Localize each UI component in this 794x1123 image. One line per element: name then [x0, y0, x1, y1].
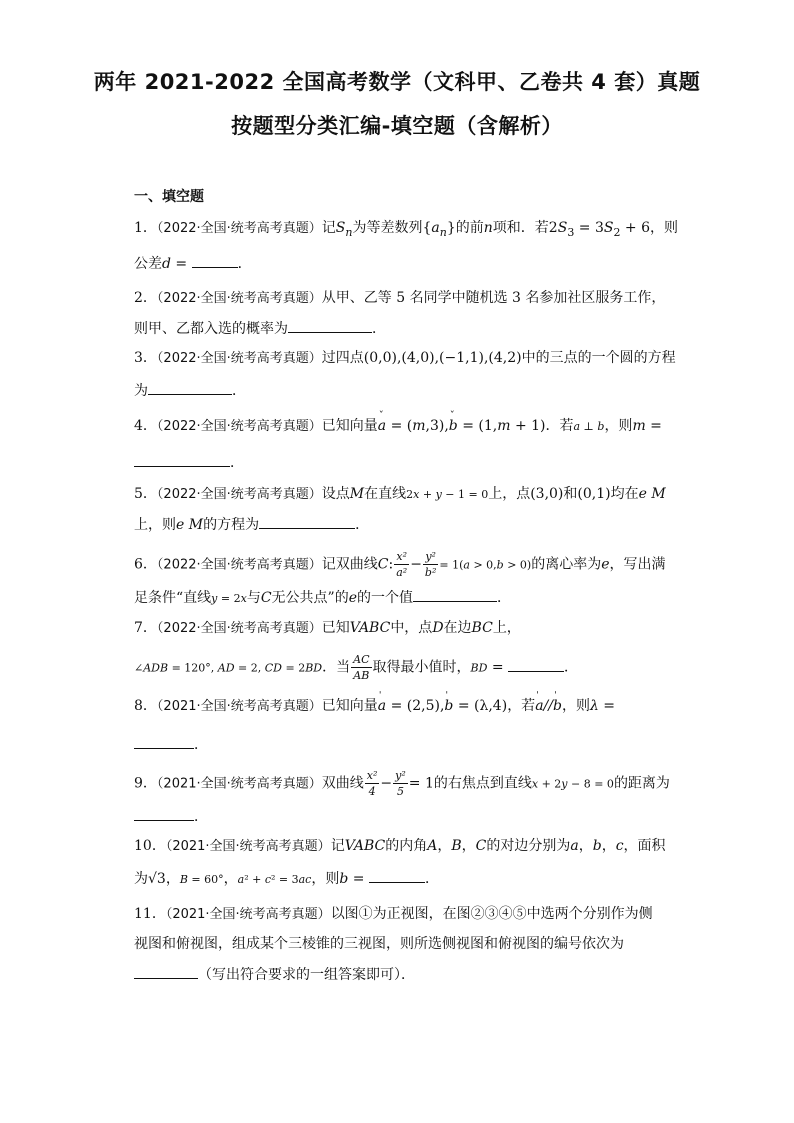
question-5: 5．（2022·全国·统考高考真题）设点M在直线2x + y − 1 = 0上，点(3,0)和(0,1)均在e M [134, 486, 666, 502]
question-9: 9．（2021·全国·统考高考真题）双曲线 $\frac{\text{x²}}{4}$ − $\frac{\text{y²}}{5}$ = 1的右焦点到直线x + 2y − 8 = 0的距离为 [134, 769, 670, 798]
question-source: （2021·全国·统考高考真题） [165, 839, 331, 854]
document-title-line2: 按题型分类汇编-填空题（含解析） [231, 114, 563, 138]
question-source: （2022·全国·统考高考真题） [156, 351, 322, 366]
question-8: 8．（2021·全国·统考高考真题）已知向量ˈ a = (2,5),ˈ b = (λ,4)，若ˈ a//ˈ b，则λ = [134, 696, 664, 717]
answer-blank[interactable] [413, 587, 497, 602]
question-6: 6．（2022·全国·统考高考真题）记双曲线C: $\frac{\text{x²}}{\text{a²}}$ − $\frac{\text{y²}}{\text{b²}}$ = 1(a > 0,b > 0)的离心率为e，写出满 [134, 550, 666, 579]
answer-blank[interactable] [134, 806, 194, 821]
question-source: （2021·全国·统考高考真题） [165, 907, 331, 922]
question-2-line2: 则甲、乙都入选的概率为 ． [134, 318, 664, 339]
question-5-line2: 上，则e M的方程为 ． [134, 514, 664, 535]
question-8-line2: ． [134, 734, 664, 755]
question-source: （2022·全国·统考高考真题） [156, 221, 322, 236]
question-10: 10．（2021·全国·统考高考真题）记VABC的内角A，B，C的对边分别为a，b，c，面积 [134, 838, 666, 854]
question-4-line2: ． [134, 452, 664, 473]
answer-blank[interactable] [508, 657, 564, 672]
question-3: 3．（2022·全国·统考高考真题）过四点(0,0),(4,0),(−1,1),(4,2)中的三点的一个圆的方程 [134, 350, 676, 366]
question-3-line2: 为 ． [134, 380, 664, 401]
question-source: （2021·全国·统考高考真题） [156, 776, 322, 792]
question-source: （2021·全国·统考高考真题） [156, 699, 322, 714]
document-title-line1: 两年 2021-2022 全国高考数学（文科甲、乙卷共 4 套）真题 [93, 70, 701, 94]
question-1: 1．（2022·全国·统考高考真题）记$S_n$为等差数列$\{a_n\}$的前n项和．若$2S_3 = 3S_2 + 6$，则 [134, 220, 678, 239]
question-source: （2022·全国·统考高考真题） [156, 487, 322, 502]
answer-blank[interactable] [259, 514, 355, 529]
question-11-line3: （写出符合要求的一组答案即可）． [134, 964, 664, 985]
question-4: 4．（2022·全国·统考高考真题）已知向量ˇ a = (m,3),ˇ b = (1,m + 1)．若a ⊥ b，则m = [134, 416, 664, 437]
question-2: 2．（2022·全国·统考高考真题）从甲、乙等 5 名同学中随机选 3 名参加社区服务工作， [134, 290, 666, 306]
question-source: （2022·全国·统考高考真题） [156, 291, 322, 306]
answer-blank[interactable] [134, 452, 230, 467]
question-11: 11．（2021·全国·统考高考真题）以图①为正视图，在图②③④⑤中选两个分别作为侧 [134, 906, 653, 922]
question-10-line2: 为√3，B = 60°，a² + c² = 3ac，则b = ． [134, 868, 664, 890]
question-source: （2022·全国·统考高考真题） [156, 557, 322, 573]
answer-blank[interactable] [192, 253, 238, 268]
question-11-line2: 视图和俯视图，组成某个三棱锥的三视图，则所选侧视图和俯视图的编号依次为 [134, 936, 624, 952]
question-7-line2: ∠ADB = 120°, AD = 2, CD = 2BD．当 $\frac{AC}{AB}$ 取得最小值时，BD = ． [134, 653, 579, 682]
answer-blank[interactable] [288, 318, 372, 333]
section-heading: 一、填空题 [134, 189, 204, 205]
question-1-line2: 公差d = ． [134, 253, 664, 274]
question-6-line2: 足条件“直线y = 2x与C无公共点”的e的一个值 ． [134, 587, 664, 609]
answer-blank[interactable] [369, 868, 425, 883]
question-source: （2022·全国·统考高考真题） [156, 419, 322, 434]
answer-blank[interactable] [134, 964, 198, 979]
question-source: （2022·全国·统考高考真题） [156, 621, 322, 636]
question-7: 7．（2022·全国·统考高考真题）已知VABC中，点D在边BC上， [134, 620, 521, 636]
answer-blank[interactable] [134, 734, 194, 749]
answer-blank[interactable] [148, 380, 232, 395]
question-9-line2: ． [134, 806, 664, 827]
